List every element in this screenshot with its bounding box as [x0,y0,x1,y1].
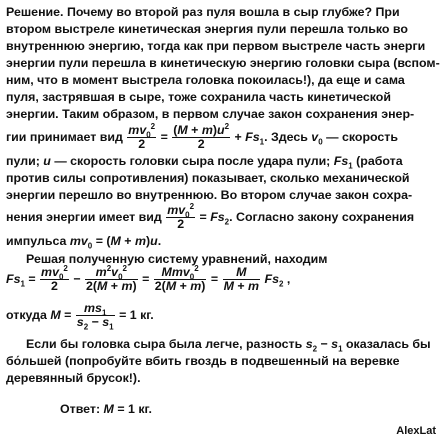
fraction-Mm-u2-over-2: $\frac{(M + m)u^2}{2}$ [173,121,230,151]
solution-line-4: энергии пули перешла в кинетическую энергию головки сыра (вспом- [6,56,440,70]
solution-heading: Решение. [6,5,64,19]
solution-line-11: энергии перешло во внутреннюю. Во втором случае закон сохра- [6,188,413,202]
fraction-mv0sq-over-2: $\frac{mv_0^2}{2}$ [128,121,156,151]
answer-line: Ответ: M = 1 кг. [60,402,152,416]
solution-line-6: пуля, застрявшая в сыре, тоже сохранила часть кинетической [6,90,391,104]
energy-formula-line-2: нения энергии имеет вид $\frac{mv_0^2}{2}$ = $Fs_2$. Согласно закону сохранения [6,201,415,231]
solution-line-2: втором выстреле кинетическая энергия пули перешла только во [6,22,408,36]
solution-line-9: пули; u — скорость головки сыра после удара пули; $Fs_1$ (работа [6,154,403,171]
equation-chain: $Fs_1$ = $\frac{mv_0^2}{2}$ − $\frac{m^2v_0^2}{2(M + m)}$ = $\frac{Mmv_0^2}{2(M + m)}$ = $\frac{M}{M + m}$ $Fs_2$ , [6,263,291,293]
momentum-line: импульса $mv_0 = (M + m)u$. [6,234,162,251]
solution-line-7: энергии. Таким образом, в первом случае закон сохранения энер- [6,107,415,121]
energy-formula-line-1: гии принимает вид $\frac{mv_0^2}{2}$ = $\frac{(M + m)u^2}{2}$ + $Fs_1$. Здесь $v_0$ — скорость [6,121,398,151]
solution-line-1 [6,5,400,20]
solution-line-3: внутреннюю энергию, тогда как при первом выстреле часть энерги [6,39,426,53]
comment-line-3: деревянный брусок!). [6,371,141,385]
solution-text: Почему во второй раз пуля вошла в сыр глубже? При [66,5,400,19]
comment-line-1: Если бы головка сыра была легче, разность $s_2 - s_1$ оказалась бы [26,337,431,354]
solution-line-5: ним, что в момент выстрела головка покоилась!), да еще и сама [6,73,405,87]
solution-line-10: против силы сопротивления) показывает, сколько механической [6,171,410,185]
system-intro-line: Решая полученную систему уравнений, находим [26,252,328,266]
result-line: откуда M = $\frac{ms_1}{s_2 - s_1}$ = 1 кг. [6,301,154,332]
fraction-mv0sq-over-2b: $\frac{mv_0^2}{2}$ [167,201,195,231]
watermark-label: AlexLat [396,425,436,437]
comment-line-2: бо́льшей (попробуйте вбить гвоздь в подвешенный на веревке [6,354,400,368]
